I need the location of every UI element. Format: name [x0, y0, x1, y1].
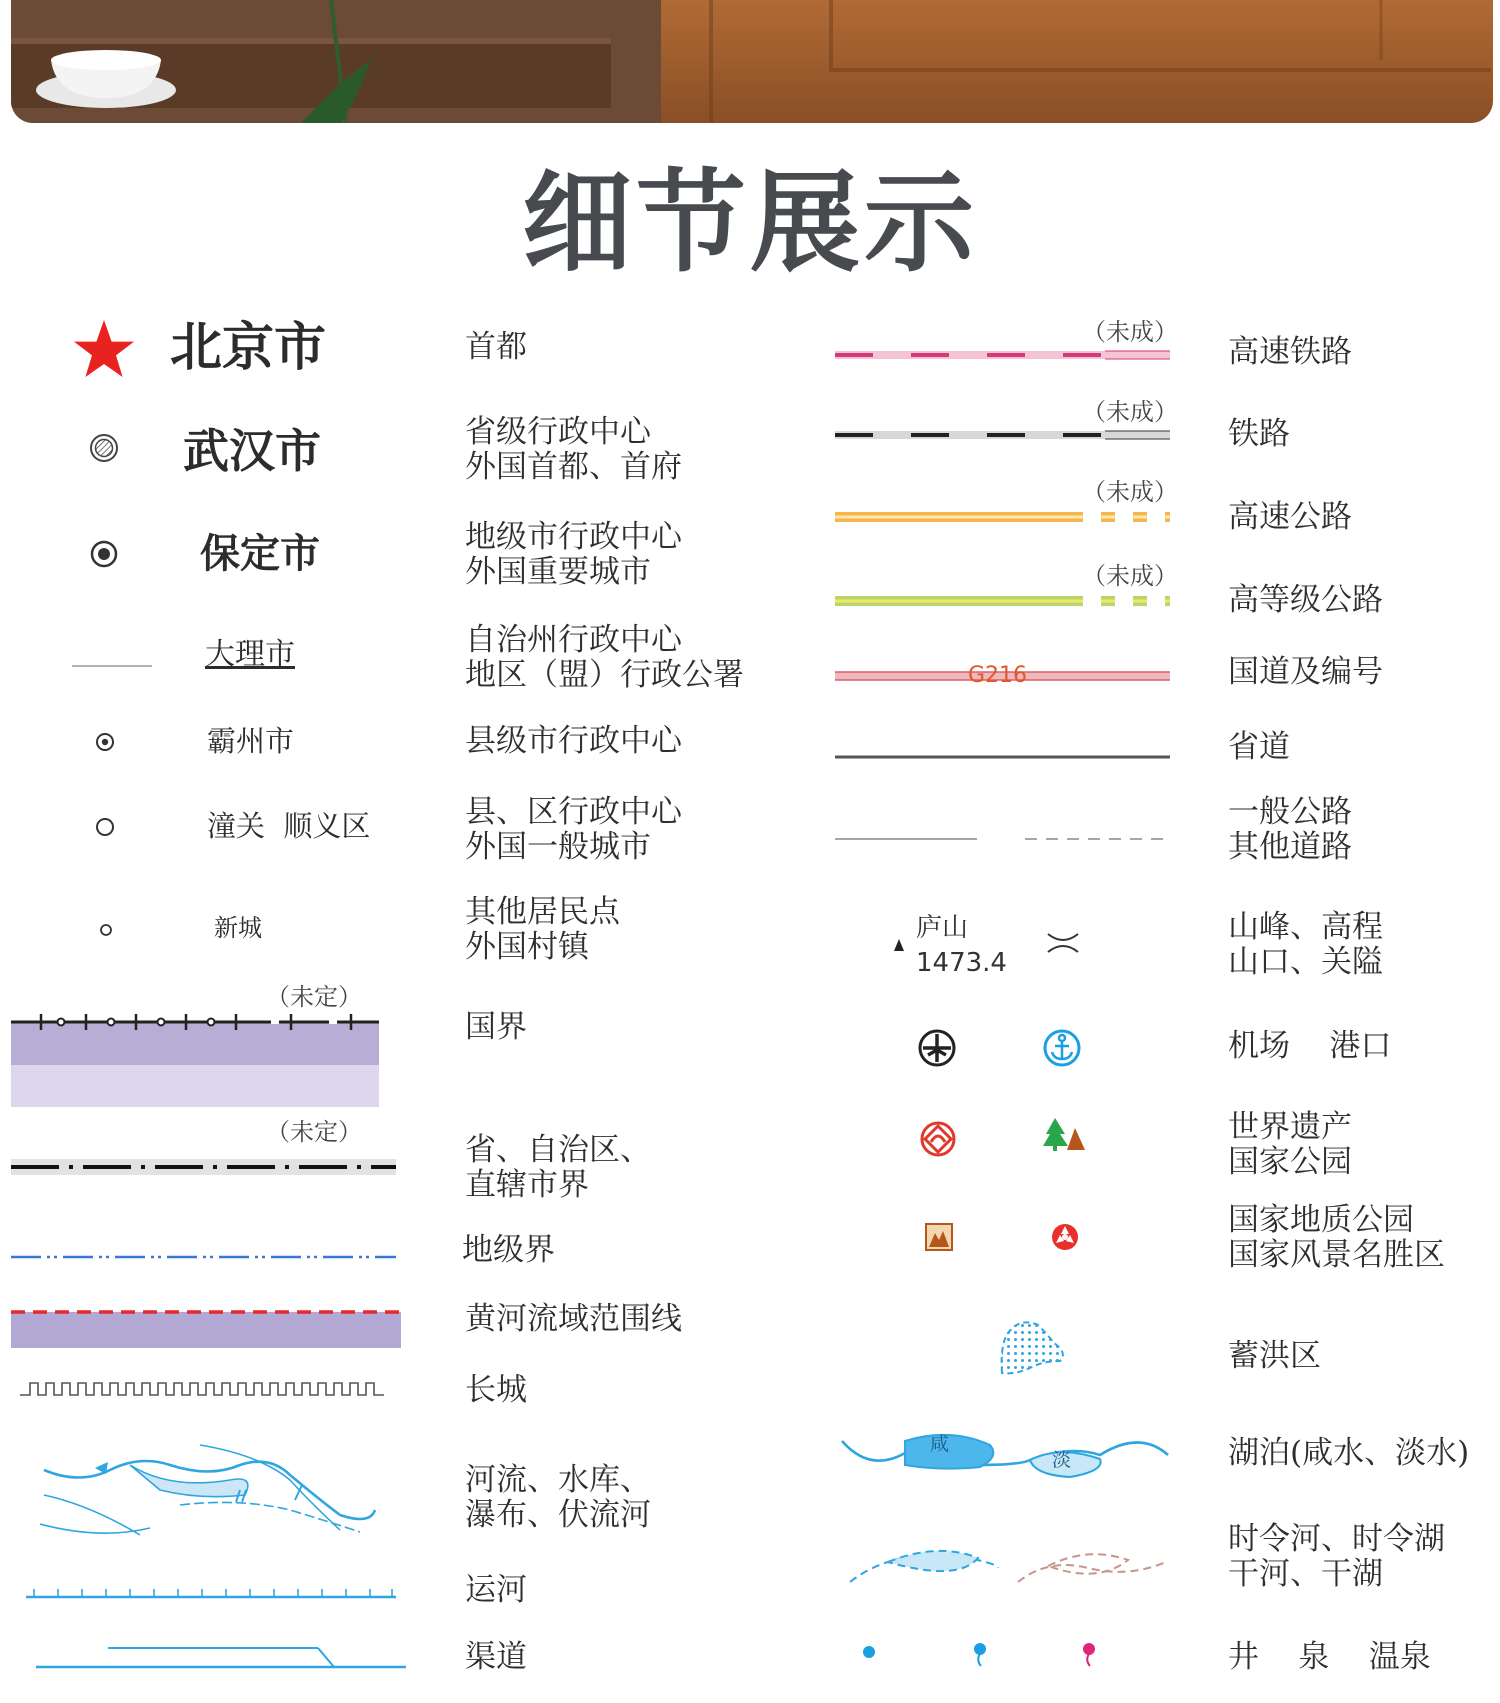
- symbol-description: 井 泉 温泉: [1228, 1639, 1431, 1675]
- symbol-description: 山峰、高程 山口、关隘: [1228, 909, 1383, 980]
- symbol-description: 地级市行政中心 外国重要城市: [465, 519, 682, 590]
- symbol-description: 自治州行政中心 地区（盟）行政公署: [465, 622, 744, 693]
- port-icon: [1042, 1028, 1082, 1072]
- symbol-description: 河流、水库、 瀑布、伏流河: [465, 1462, 651, 1533]
- city-name: 潼关 顺义区: [207, 809, 371, 843]
- circle-icon: [95, 817, 115, 841]
- lake-icon: [840, 1425, 1170, 1489]
- channel-icon: [36, 1645, 406, 1675]
- symbol-description: 国界: [465, 1009, 527, 1045]
- symbol-description: 国道及编号: [1228, 654, 1383, 690]
- city-name: 霸州市: [207, 724, 295, 758]
- peak-name: 庐山: [916, 913, 969, 943]
- city-name: 武汉市: [183, 424, 321, 478]
- peak-icon: [893, 937, 905, 956]
- world-heritage-icon: [919, 1120, 957, 1162]
- high-grade-highway-icon: [835, 592, 1170, 611]
- prefecture-boundary-icon: [11, 1246, 396, 1265]
- flood-storage-icon: [998, 1315, 1070, 1381]
- unfinished-note: （未成）: [1082, 562, 1178, 590]
- symbol-description: 首都: [465, 329, 527, 365]
- symbol-description: 地级界: [462, 1232, 555, 1268]
- canal-icon: [26, 1586, 396, 1605]
- symbol-description: 黄河流域范围线: [465, 1301, 682, 1337]
- unfinished-note: （未成）: [1082, 398, 1178, 426]
- symbol-description: 长城: [465, 1372, 527, 1408]
- peak-elevation: 1473.4: [916, 948, 1007, 978]
- symbol-description: 铁路: [1228, 416, 1290, 452]
- spring-icon: [972, 1642, 988, 1672]
- national-park-icon: [1043, 1116, 1085, 1156]
- national-boundary-icon: [11, 1012, 381, 1116]
- symbol-description: 机场 港口: [1228, 1028, 1392, 1064]
- yellow-river-basin-icon: [11, 1308, 401, 1352]
- unfinished-note: （未成）: [1082, 318, 1178, 346]
- symbol-description: 其他居民点 外国村镇: [465, 894, 620, 965]
- undetermined-note: （未定）: [266, 1118, 362, 1146]
- symbol-description: 省道: [1228, 729, 1290, 765]
- road-number-label: G216: [968, 663, 1028, 688]
- province-boundary-icon: [11, 1158, 396, 1180]
- hatched-circle-icon: [89, 433, 119, 467]
- symbol-description: 世界遗产 国家公园: [1228, 1109, 1352, 1180]
- symbol-description: 国家地质公园 国家风景名胜区: [1228, 1202, 1445, 1273]
- symbol-description: 省级行政中心 外国首都、首府: [465, 414, 682, 485]
- city-name: 新城: [214, 914, 262, 942]
- symbol-description: 蓄洪区: [1228, 1338, 1321, 1374]
- symbol-description: 渠道: [465, 1639, 527, 1675]
- great-wall-icon: [20, 1379, 384, 1401]
- red-star-icon: [72, 318, 136, 384]
- high-speed-railway-icon: [835, 346, 1170, 365]
- small-dot-circle-icon: [95, 732, 115, 756]
- railway-icon: [835, 426, 1170, 445]
- symbol-description: 湖泊(咸水、淡水): [1228, 1435, 1470, 1471]
- geopark-icon: [925, 1223, 953, 1255]
- dot-circle-icon: [90, 540, 118, 572]
- hot-spring-icon: [1081, 1642, 1097, 1672]
- sofa-table-photo: [11, 0, 1493, 123]
- symbol-description: 高速公路: [1228, 499, 1352, 535]
- mountain-pass-icon: [1046, 932, 1080, 958]
- seasonal-river-lake-icon: [848, 1538, 1168, 1592]
- symbol-description: 一般公路 其他道路: [1228, 794, 1352, 865]
- symbol-description: 运河: [465, 1572, 527, 1608]
- unfinished-note: （未成）: [1082, 478, 1178, 506]
- fresh-lake-label: 淡: [1052, 1449, 1072, 1471]
- symbol-description: 省、自治区、 直辖市界: [465, 1132, 651, 1203]
- small-circle-icon: [99, 922, 113, 941]
- city-name: 北京市: [170, 318, 327, 378]
- expressway-icon: [835, 508, 1170, 527]
- general-road-icon: [835, 826, 1170, 845]
- city-name: 保定市: [200, 531, 320, 577]
- symbol-description: 时令河、时令湖 干河、干湖: [1228, 1521, 1445, 1592]
- symbol-description: 高等级公路: [1228, 582, 1383, 618]
- symbol-description: 县级市行政中心: [465, 723, 682, 759]
- provincial-road-icon: [835, 745, 1170, 764]
- banner-photo: [11, 0, 1493, 123]
- salt-lake-label: 咸: [930, 1433, 950, 1455]
- symbol-description: 高速铁路: [1228, 334, 1352, 370]
- symbol-description: 县、区行政中心 外国一般城市: [465, 794, 682, 865]
- undetermined-note: （未定）: [266, 983, 362, 1011]
- river-reservoir-icon: [40, 1440, 380, 1549]
- well-icon: [862, 1644, 876, 1663]
- page-title: 细节展示: [522, 159, 978, 287]
- scenic-area-icon: [1050, 1222, 1080, 1256]
- airport-icon: [917, 1028, 957, 1072]
- line-icon: [72, 653, 152, 672]
- city-name: 大理市: [205, 637, 295, 672]
